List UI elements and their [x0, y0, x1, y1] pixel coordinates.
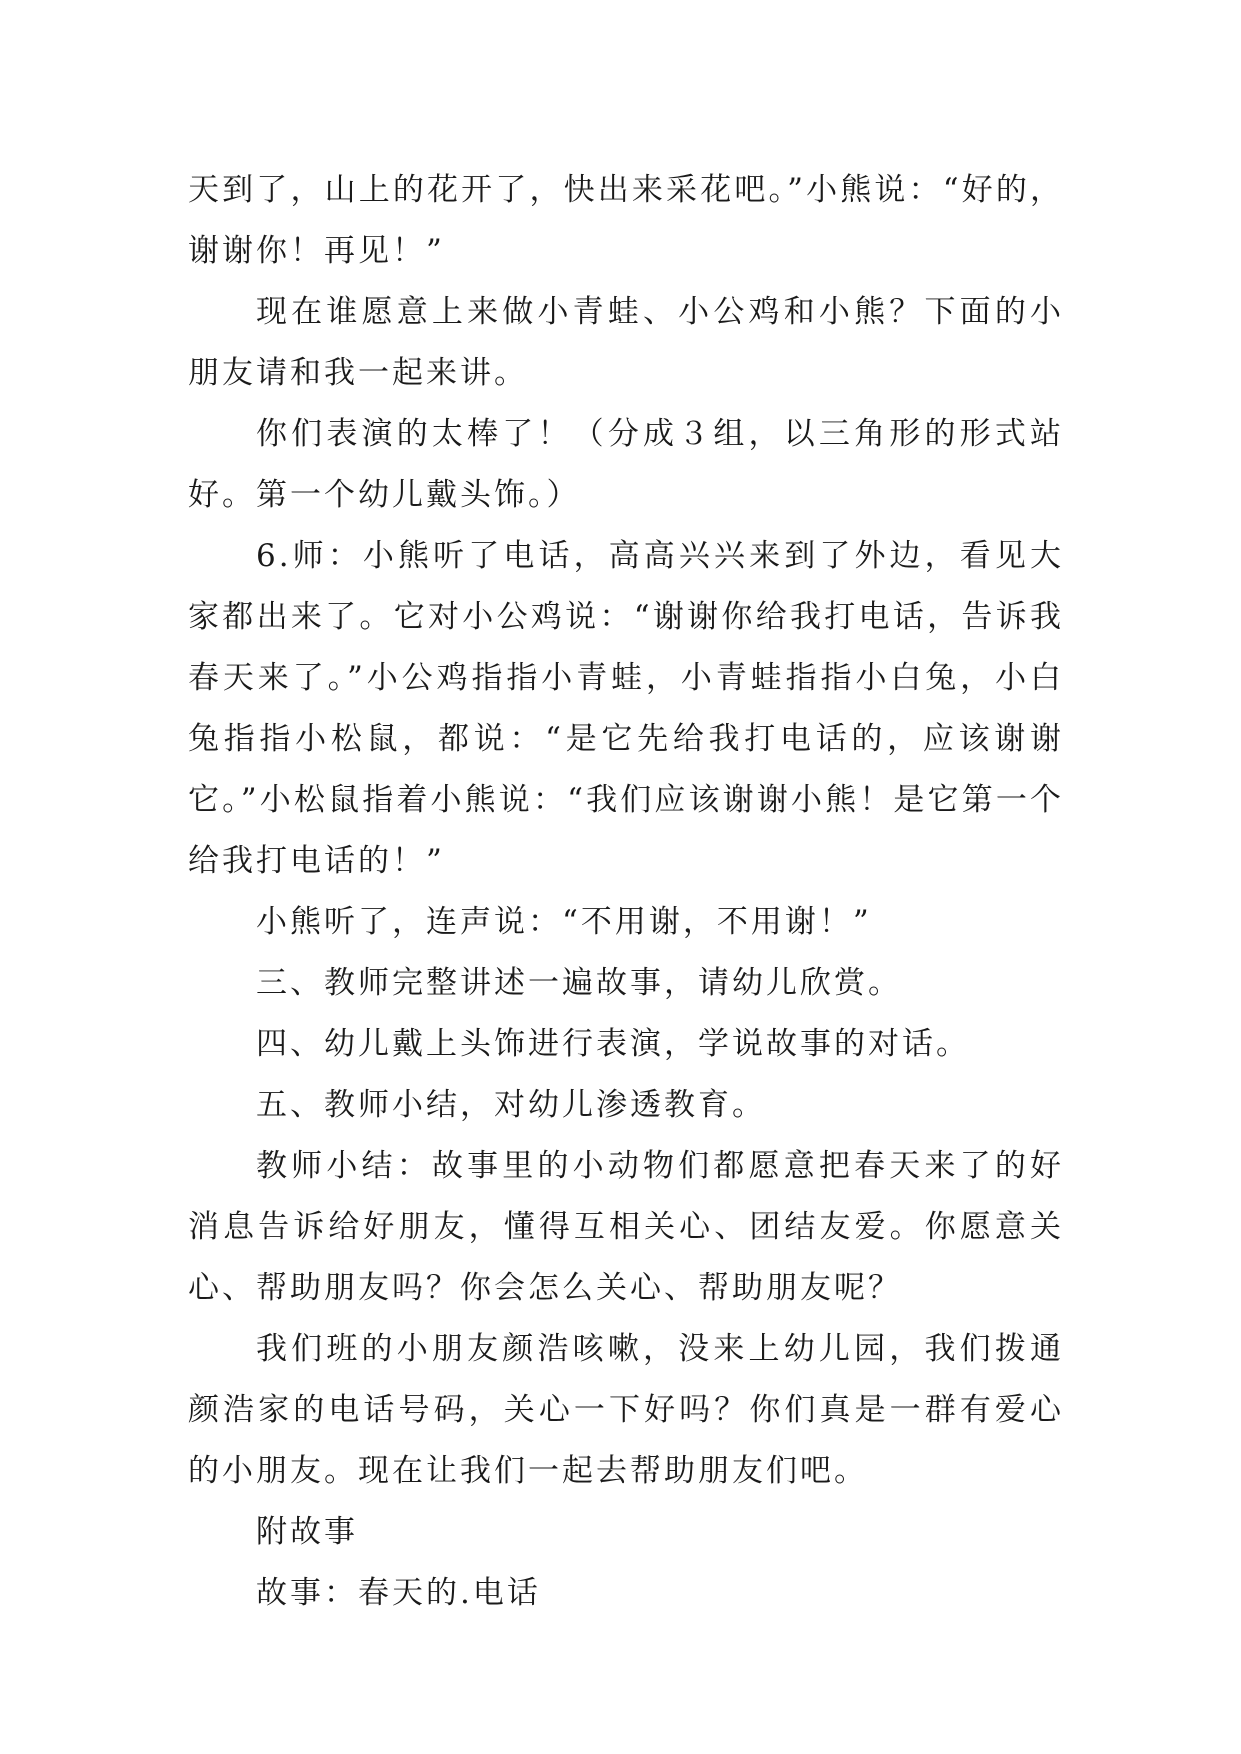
paragraph-praise-grouping: 你们表演的太棒了！（分成３组，以三角形的形式站好。第一个幼儿戴头饰。） — [188, 416, 1064, 513]
section-heading-5: 五、教师小结，对幼儿渗透教育。 — [256, 1087, 766, 1123]
paragraph-step-6: 6.师：小熊听了电话，高高兴兴来到了外边，看见大家都出来了。它对小公鸡说：“谢谢你给我打电话，告诉我春天来了。”小公鸡指指小青蛙，小青蛙指指小白兔，小白兔指指小松鼠，都说：“是它先给我打电话的，应该谢谢它。”小松鼠指着小熊说：“我们应该谢谢小熊！是它第一个给我打电话的！” — [188, 538, 1064, 879]
paragraph-continued-dialogue: 天到了，山上的花开了，快出来采花吧。”小熊说：“好的，谢谢你！再见！” — [188, 172, 1064, 269]
paragraph-bear-reply: 小熊听了，连声说：“不用谢，不用谢！” — [256, 904, 872, 940]
paragraph-teacher-summary: 教师小结：故事里的小动物们都愿意把春天来了的好消息告诉给好朋友，懂得互相关心、团结友爱。你愿意关心、帮助朋友吗？你会怎么关心、帮助朋友呢？ — [188, 1148, 1064, 1306]
document-body — [188, 160, 1064, 1624]
section-heading-4: 四、幼儿戴上头饰进行表演，学说故事的对话。 — [256, 1026, 970, 1062]
appendix-label: 附故事 — [256, 1514, 358, 1550]
paragraph-invite-roleplay: 现在谁愿意上来做小青蛙、小公鸡和小熊？下面的小朋友请和我一起来讲。 — [188, 294, 1064, 391]
section-heading-3: 三、教师完整讲述一遍故事，请幼儿欣赏。 — [256, 965, 902, 1001]
paragraph-call-classmate: 我们班的小朋友颜浩咳嗽，没来上幼儿园，我们拨通颜浩家的电话号码，关心一下好吗？你们真是一群有爱心的小朋友。现在让我们一起去帮助朋友们吧。 — [188, 1331, 1064, 1489]
story-title: 故事：春天的.电话 — [256, 1575, 541, 1611]
